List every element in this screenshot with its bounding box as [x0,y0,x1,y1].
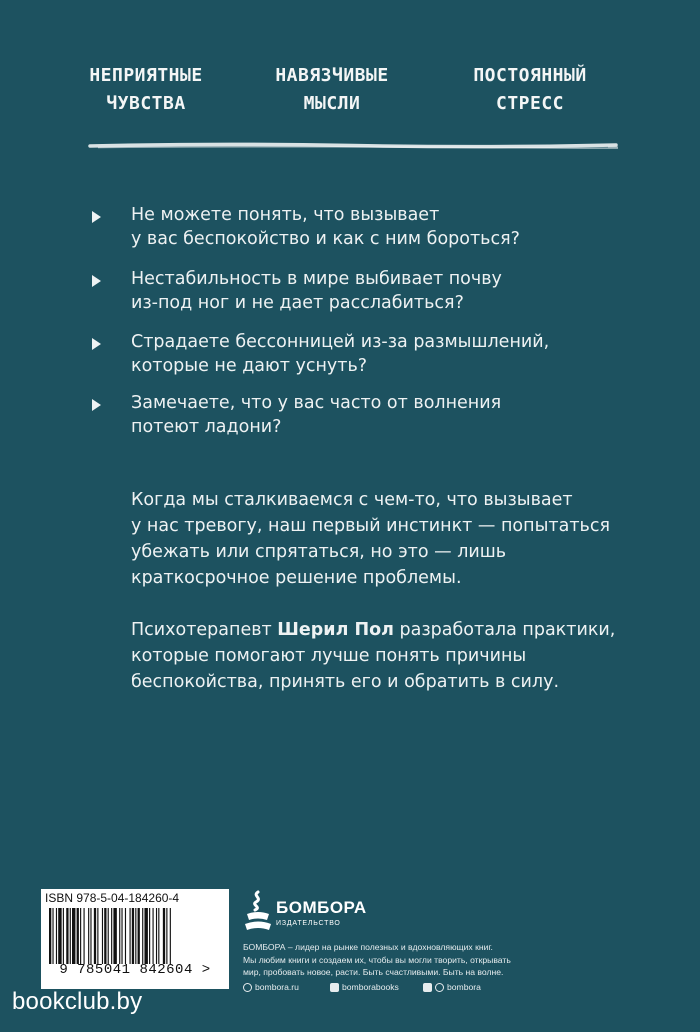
paragraph-instinct: Когда мы сталкиваемся с чем-то, что вызывает у нас тревогу, наш первый инстинкт — попытаться убежать или спрятаться, но это — лишь краткосрочное решение проблемы. [131,490,610,588]
header-obsessive-thoughts: НАВЯЗЧИВЫЕ МЫСЛИ [275,65,389,114]
bullet-text: Замечаете, что у вас часто от волнения потеют ладони? [131,393,502,437]
topic-headers [0,62,700,122]
youtube-icon [423,983,432,992]
vk-icon [330,983,339,992]
paragraph-author: Психотерапевт Шерил Пол разработала практики, которые помогают лучше понять причины беспокойства, принять его и обратить в силу. [131,620,616,692]
publisher-logo [243,890,373,940]
triangle-bullet-icon [92,338,101,350]
triangle-bullet-icon [92,211,101,223]
bullet-text: Не можете понять, что вызывает у вас беспокойство и как с ним бороться? [131,205,520,249]
chalk-divider [88,142,618,150]
header-constant-stress: ПОСТОЯННЫЙ СТРЕСС [473,65,587,114]
social-books[interactable]: bomborabooks [330,982,399,992]
triangle-bullet-icon [92,275,101,287]
telegram-icon [435,983,444,992]
publisher-name: БОМБОРА [276,898,367,917]
isbn-text: ISBN 978-5-04-184260-4 [45,891,180,905]
barcode-bars [49,908,221,964]
social-links [243,982,573,996]
bullet-text: Страдаете бессонницей из-за размышлений, которые не дают уснуть? [131,332,550,376]
bombora-logo-icon [243,890,273,934]
author-name: Шерил Пол [277,620,394,640]
publisher-subtitle: ИЗДАТЕЛЬСТВО [276,920,341,927]
instagram-icon [243,983,252,992]
header-unpleasant-feelings: НЕПРИЯТНЫЕ ЧУВСТВА [89,65,203,114]
bullet-text: Нестабильность в мире выбивает почву из-под ног и не дает расслабиться? [131,269,502,313]
publisher-blurb: БОМБОРА – лидер на рынке полезных и вдохновляющих книг. Мы любим книги и создаем их, чтобы вы могли творить, открывать мир, пробовать новое, расти. Быть счастливыми. Быть на волне. [243,942,511,977]
isbn-barcode [41,889,229,989]
social-messengers[interactable]: bombora [423,982,481,992]
social-site[interactable]: bombora.ru [243,982,299,992]
watermark-site: bookclub.by [12,988,143,1015]
barcode-digits: 9 785041 842604 > [59,962,211,978]
triangle-bullet-icon [92,399,101,411]
